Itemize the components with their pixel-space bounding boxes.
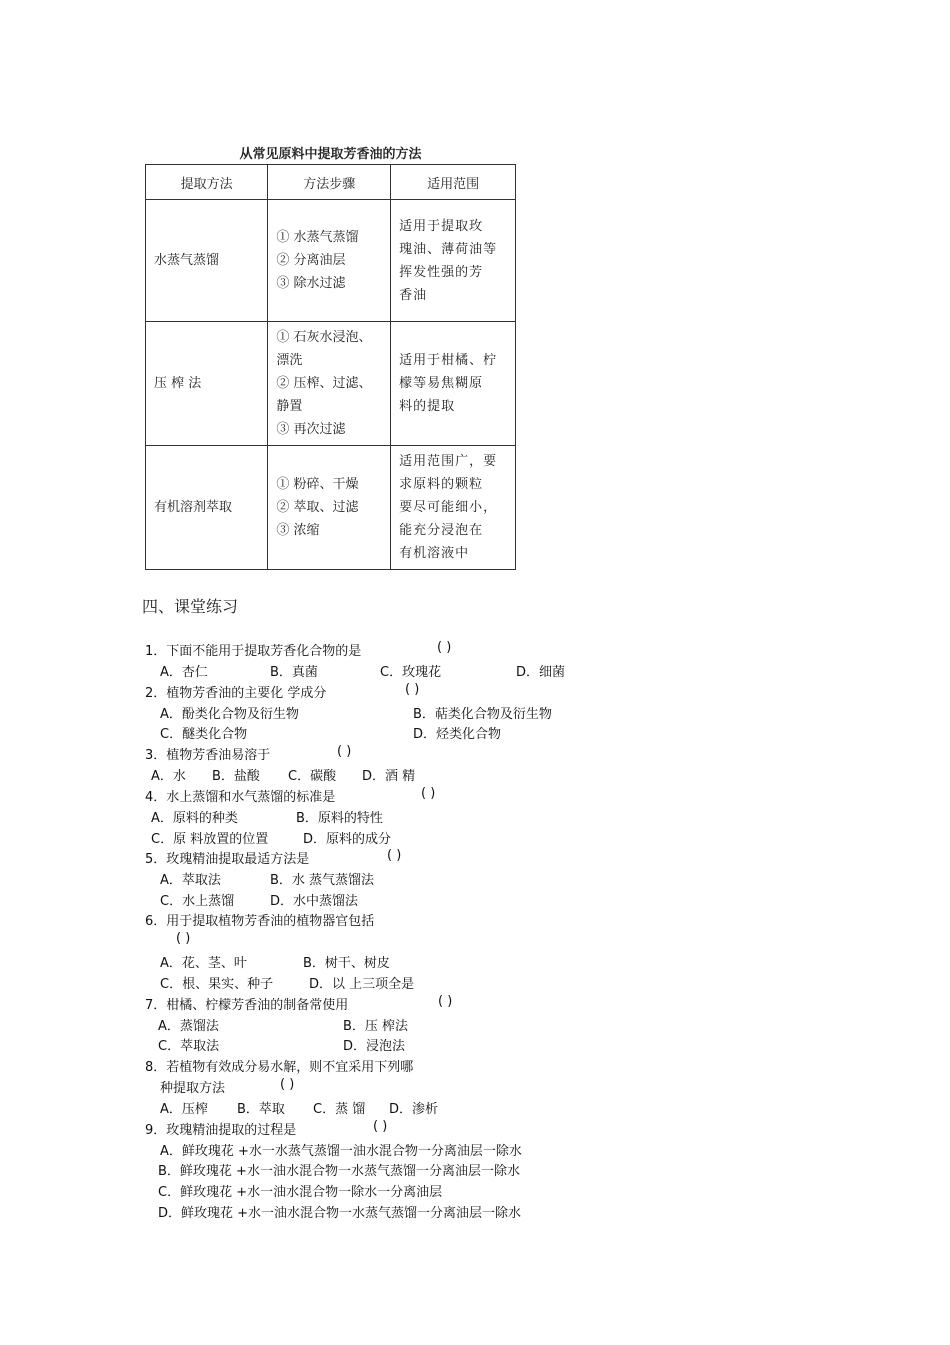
option-d: D．鲜玫瑰花 +水一油水混合物一水蒸气蒸馏一分离油层一除水 <box>158 1206 522 1221</box>
header-method: 提取方法 <box>146 165 268 200</box>
scope-line: 适用范围广，要 <box>399 454 498 469</box>
option-c: C．原 料放置的位置 <box>151 832 269 847</box>
option-d: D．渗析 <box>389 1102 439 1117</box>
scope-line: 檬等易焦糊原 <box>399 376 484 391</box>
option-d: D．酒 精 <box>362 769 416 784</box>
option-c: C．醚类化合物 <box>160 727 248 742</box>
option-b: B．萃取 <box>237 1102 285 1117</box>
scope-cell <box>391 446 516 570</box>
scope-line: 瑰油、薄荷油等 <box>399 241 498 257</box>
option-b: B．真菌 <box>270 665 318 680</box>
option-a: A．水 <box>151 769 186 784</box>
option-c: C．蒸 馏 <box>313 1102 366 1117</box>
method-cell: 有机溶剂萃取 <box>146 446 268 570</box>
question-stem: 9．玫瑰精油提取的过程是 <box>145 1123 297 1138</box>
answer-paren: ( ) <box>387 848 402 863</box>
answer-paren: ( ) <box>421 786 436 801</box>
step-line: 静置 <box>276 399 303 414</box>
option-a: A．压榨 <box>160 1102 208 1117</box>
table-row <box>146 200 516 322</box>
question-stem: 1．下面不能用于提取芳香化合物的是 <box>145 644 362 659</box>
option-a: A．花、茎、叶 <box>160 956 247 971</box>
option-d: D．水中蒸馏法 <box>270 894 359 909</box>
scope-line: 料的提取 <box>399 399 456 414</box>
option-d: D．烃类化合物 <box>413 727 502 742</box>
step-line: ① 石灰水浸泡、 <box>276 330 372 345</box>
scope-line: 适用于提取玫 <box>399 218 484 234</box>
step-line: ② 萃取、过滤 <box>276 500 359 515</box>
answer-paren: ( ) <box>337 744 352 759</box>
scope-line: 求原料的颗粒 <box>399 477 484 492</box>
option-d: D．原料的成分 <box>303 832 392 847</box>
question-stem: 5．玫瑰精油提取最适方法是 <box>145 852 310 867</box>
answer-paren: ( ) <box>280 1077 295 1092</box>
step-line: ③ 浓缩 <box>276 523 320 538</box>
question-stem: 8．若植物有效成分易水解，则不宜采用下列哪 <box>145 1060 414 1075</box>
option-a: A．蒸馏法 <box>158 1019 219 1034</box>
step-line: ① 水蒸气蒸馏 <box>276 230 359 245</box>
option-c: C．碳酸 <box>288 769 337 784</box>
step-line: ① 粉碎、干燥 <box>276 477 359 492</box>
header-scope: 适用范围 <box>391 165 516 200</box>
header-steps: 方法步骤 <box>268 165 391 200</box>
table-header-row <box>146 165 516 200</box>
option-a: A．酚类化合物及衍生物 <box>160 707 299 722</box>
option-c: C．萃取法 <box>158 1039 220 1054</box>
table-row <box>146 446 516 570</box>
table-row <box>146 322 516 446</box>
section-title: 四、课堂练习 <box>142 597 239 616</box>
scope-line: 挥发性强的芳 <box>399 264 484 280</box>
option-b: B．萜类化合物及衍生物 <box>413 707 552 722</box>
answer-paren: ( ) <box>373 1119 388 1134</box>
scope-line: 能充分浸泡在 <box>399 523 484 538</box>
option-d: D．细菌 <box>516 665 566 680</box>
question-stem: 4．水上蒸馏和水气蒸馏的标准是 <box>145 790 336 805</box>
option-b: B．水 蒸气蒸馏法 <box>270 873 375 888</box>
option-c: C．水上蒸馏 <box>160 894 235 909</box>
method-cell: 水蒸气蒸馏 <box>146 200 268 322</box>
extraction-methods-table <box>145 164 516 570</box>
scope-line: 香油 <box>399 287 428 303</box>
option-a: A．原料的种类 <box>151 811 238 826</box>
answer-paren: ( ) <box>405 682 420 697</box>
option-b: B．树干、树皮 <box>303 956 390 971</box>
option-a: A．杏仁 <box>160 665 208 680</box>
scope-cell <box>391 200 516 322</box>
steps-cell <box>268 322 391 446</box>
answer-paren: ( ) <box>176 931 191 946</box>
scope-line: 适用于柑橘、柠 <box>399 353 498 368</box>
step-line: ③ 除水过滤 <box>276 276 346 291</box>
table-title: 从常见原料中提取芳香油的方法 <box>239 147 422 162</box>
scope-line: 要尽可能细小， <box>399 500 498 515</box>
option-a: A．萃取法 <box>160 873 221 888</box>
answer-paren: ( ) <box>438 994 453 1009</box>
step-line: ② 压榨、过滤、 <box>276 376 372 391</box>
option-a: A．鲜玫瑰花 +水一水蒸气蒸馏一油水混合物一分离油层一除水 <box>160 1144 522 1159</box>
option-c: C．玫瑰花 <box>380 665 442 680</box>
option-b: B．压 榨法 <box>343 1019 409 1034</box>
question-stem: 2．植物芳香油的主要化 学成分 <box>145 686 327 701</box>
option-d: D．以 上三项全是 <box>309 977 415 992</box>
option-d: D．浸泡法 <box>343 1039 406 1054</box>
step-line: ② 分离油层 <box>276 253 346 268</box>
question-stem: 6．用于提取植物芳香油的植物器官包括 <box>145 914 375 929</box>
scope-cell <box>391 322 516 446</box>
option-b: B．鲜玫瑰花 +水一油水混合物一水蒸气蒸馏一分离油层一除水 <box>158 1164 520 1179</box>
question-stem: 7．柑橘、柠檬芳香油的制备常使用 <box>145 998 349 1013</box>
option-c: C．鲜玫瑰花 +水一油水混合物一除水一分离油层 <box>158 1185 443 1200</box>
steps-cell <box>268 200 391 322</box>
method-cell: 压 榨 法 <box>146 322 268 446</box>
option-b: B．原料的特性 <box>296 811 383 826</box>
scope-line: 有机溶液中 <box>399 546 470 561</box>
question-stem-continued: 种提取方法 <box>160 1081 226 1096</box>
step-line: 漂洗 <box>276 353 303 368</box>
step-line: ③ 再次过滤 <box>276 422 346 437</box>
steps-cell <box>268 446 391 570</box>
question-stem: 3．植物芳香油易溶于 <box>145 748 271 763</box>
option-b: B．盐酸 <box>212 769 260 784</box>
answer-paren: ( ) <box>437 640 452 655</box>
option-c: C．根、果实、种子 <box>160 977 274 992</box>
